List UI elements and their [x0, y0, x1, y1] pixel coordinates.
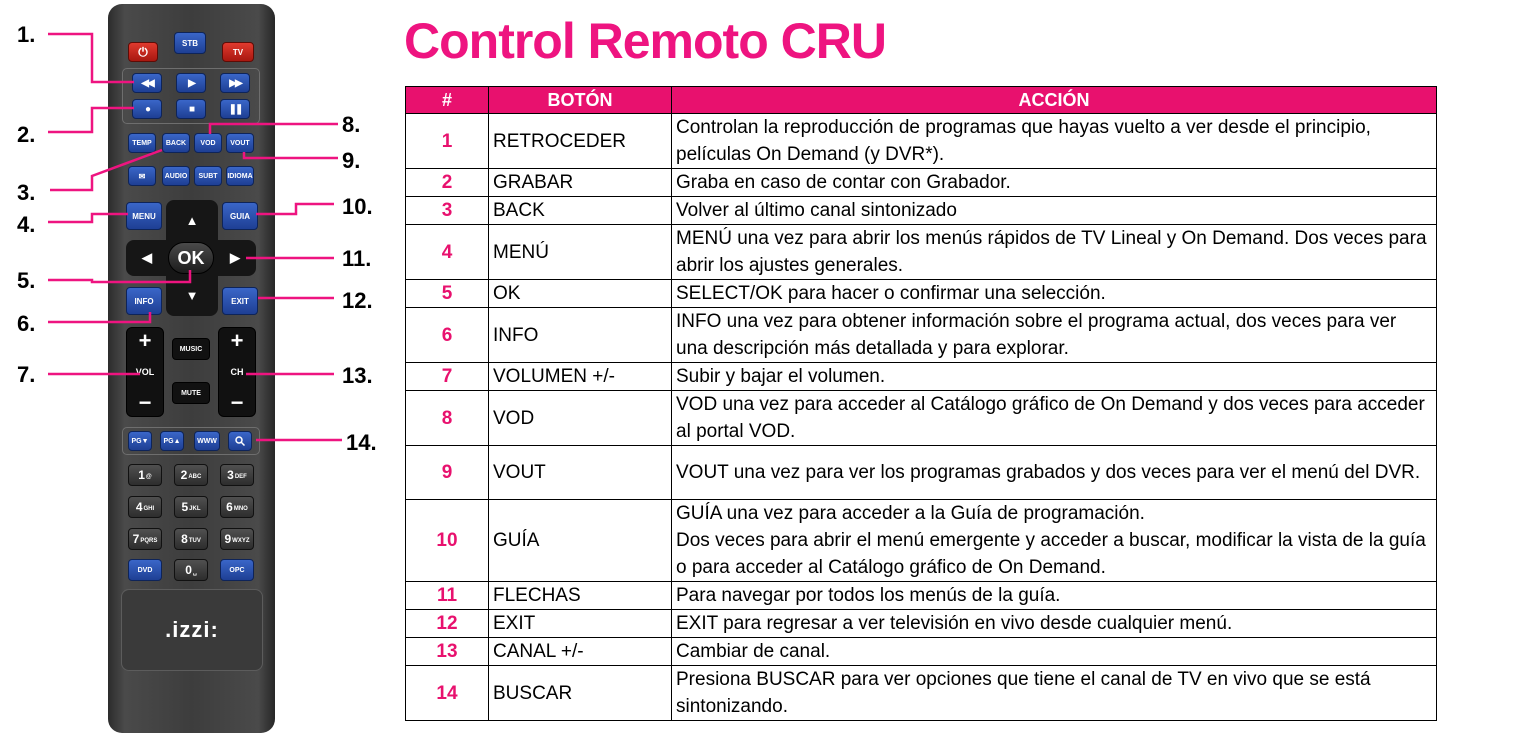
- table-row: [406, 114, 1437, 169]
- callout-1: 1.: [17, 22, 36, 47]
- row-button-name: GRABAR: [489, 169, 672, 197]
- header-boton: BOTÓN: [489, 87, 672, 114]
- row-button-name: VOLUMEN +/-: [489, 363, 672, 391]
- function-table: [405, 86, 1437, 721]
- table-header-row: [406, 87, 1437, 114]
- row-number: 13: [406, 638, 489, 666]
- row-action: EXIT para regresar a ver televisión en vivo desde cualquier menú.: [672, 610, 1437, 638]
- page-title: Control Remoto CRU: [404, 13, 886, 69]
- key-digit: 2: [180, 468, 188, 482]
- leader-1: [48, 34, 134, 82]
- temp-button[interactable]: TEMP: [128, 133, 156, 153]
- row-button-name: VOD: [489, 391, 672, 446]
- key-digit: 4: [135, 500, 143, 514]
- key-digit: 9: [224, 532, 232, 546]
- table-row: [406, 363, 1437, 391]
- fast-forward-button[interactable]: ▶▶: [220, 73, 250, 93]
- idioma-button[interactable]: IDIOMA: [226, 166, 254, 186]
- key-letters: MNO: [233, 506, 248, 512]
- subt-button[interactable]: SUBT: [194, 166, 222, 186]
- callout-14: 14.: [346, 430, 377, 455]
- row-number: 6: [406, 308, 489, 363]
- callout-11: 11.: [342, 246, 372, 271]
- zero-digit: 0: [185, 563, 192, 577]
- vout-button[interactable]: VOUT: [226, 133, 254, 153]
- vol-minus-icon: −: [138, 390, 152, 415]
- key-digit: 6: [226, 500, 233, 514]
- ch-label: CH: [230, 367, 244, 377]
- stb-button[interactable]: STB: [174, 32, 206, 54]
- key-letters: DEF: [234, 474, 247, 480]
- callout-6: 6.: [17, 311, 36, 336]
- key-letters: ABC: [188, 474, 202, 480]
- row-button-name: BACK: [489, 197, 672, 225]
- arrow-left-button[interactable]: ◀: [142, 250, 152, 265]
- row-number: 7: [406, 363, 489, 391]
- pg-down-button[interactable]: PG▼: [128, 431, 152, 451]
- row-action: Presiona BUSCAR para ver opciones que tiene el canal de TV en vivo que se está sintonizando.: [672, 666, 1437, 721]
- row-button-name: OK: [489, 280, 672, 308]
- row-number: 4: [406, 225, 489, 280]
- key-letters: TUV: [188, 538, 201, 544]
- table-body: [406, 114, 1437, 721]
- rewind-button[interactable]: ◀◀: [132, 73, 162, 93]
- dvd-button[interactable]: DVD: [128, 559, 162, 581]
- brand-logo: .izzi:: [165, 617, 219, 642]
- row-button-name: GUÍA: [489, 500, 672, 582]
- header-accion: ACCIÓN: [672, 87, 1437, 114]
- row-action: VOD una vez para acceder al Catálogo gráfico de On Demand y dos veces para acceder al portal VOD.: [672, 391, 1437, 446]
- row-action: VOUT una vez para ver los programas grabados y dos veces para ver el menú del DVR.: [672, 446, 1437, 500]
- opc-button[interactable]: OPC: [220, 559, 254, 581]
- row-action: Graba en caso de contar con Grabador.: [672, 169, 1437, 197]
- row-action: Controlan la reproducción de programas que hayas vuelto a ver desde el principio, películas On Demand (y DVR*).: [672, 114, 1437, 169]
- row-number: 2: [406, 169, 489, 197]
- table-row: [406, 500, 1437, 582]
- key-letters: WXYZ: [232, 538, 250, 544]
- tv-button[interactable]: TV: [222, 42, 254, 62]
- row-number: 1: [406, 114, 489, 169]
- row-button-name: BUSCAR: [489, 666, 672, 721]
- row-number: 11: [406, 582, 489, 610]
- leader-3: [50, 150, 162, 190]
- callout-5: 5.: [17, 268, 36, 293]
- row-action: Cambiar de canal.: [672, 638, 1437, 666]
- row-action: MENÚ una vez para abrir los menús rápidos de TV Lineal y On Demand. Dos veces para abrir los ajustes generales.: [672, 225, 1437, 280]
- callout-4: 4.: [17, 212, 36, 237]
- row-button-name: RETROCEDER: [489, 114, 672, 169]
- key-letters: JKL: [189, 506, 201, 512]
- music-button[interactable]: MUSIC: [172, 338, 210, 360]
- table-row: [406, 610, 1437, 638]
- row-button-name: FLECHAS: [489, 582, 672, 610]
- back-button[interactable]: BACK: [162, 133, 190, 153]
- key-digit: 8: [181, 532, 188, 546]
- leader-5: [48, 270, 190, 282]
- row-action: INFO una vez para obtener información sobre el programa actual, dos veces para ver una descripción más detallada y para explorar.: [672, 308, 1437, 363]
- mute-button[interactable]: MUTE: [172, 382, 210, 404]
- callout-2: 2.: [17, 122, 36, 147]
- table-row: [406, 280, 1437, 308]
- pg-up-button[interactable]: PG▲: [160, 431, 184, 451]
- table-row: [406, 391, 1437, 446]
- table-row: [406, 225, 1437, 280]
- row-number: 8: [406, 391, 489, 446]
- ch-minus-icon: −: [230, 390, 244, 415]
- callout-3: 3.: [17, 180, 36, 205]
- leader-2: [48, 108, 134, 132]
- callout-9: 9.: [342, 148, 361, 173]
- guia-button[interactable]: GUIA: [222, 202, 258, 230]
- vol-plus-icon: +: [138, 328, 152, 353]
- row-number: 12: [406, 610, 489, 638]
- leader-6: [48, 312, 150, 322]
- row-action: Subir y bajar el volumen.: [672, 363, 1437, 391]
- row-action: SELECT/OK para hacer o confirmar una selección.: [672, 280, 1437, 308]
- zero-letters: ␣: [192, 569, 197, 576]
- row-number: 5: [406, 280, 489, 308]
- menu-button[interactable]: MENU: [126, 202, 162, 230]
- play-button[interactable]: ▶: [176, 73, 206, 93]
- key-digit: 5: [181, 500, 189, 514]
- mail-button[interactable]: ✉: [128, 166, 156, 186]
- callout-13: 13.: [342, 363, 373, 388]
- row-number: 3: [406, 197, 489, 225]
- callout-7: 7.: [17, 362, 36, 387]
- leader-10: [256, 204, 334, 214]
- row-button-name: INFO: [489, 308, 672, 363]
- key-letters: @: [145, 474, 152, 480]
- www-button[interactable]: WWW: [194, 431, 220, 451]
- table-row: [406, 169, 1437, 197]
- row-button-name: MENÚ: [489, 225, 672, 280]
- stop-button[interactable]: ■: [176, 99, 206, 119]
- info-button[interactable]: INFO: [126, 287, 162, 315]
- arrow-right-button[interactable]: ▶: [230, 250, 240, 265]
- table-row: [406, 666, 1437, 721]
- callout-8: 8.: [342, 112, 361, 137]
- ok-button[interactable]: OK: [168, 242, 214, 274]
- key-digit: 7: [132, 532, 140, 546]
- row-button-name: EXIT: [489, 610, 672, 638]
- row-button-name: CANAL +/-: [489, 638, 672, 666]
- arrow-down-button[interactable]: ▼: [185, 287, 199, 303]
- table-row: [406, 582, 1437, 610]
- row-button-name: VOUT: [489, 446, 672, 500]
- exit-button[interactable]: EXIT: [222, 287, 258, 315]
- leader-9: [244, 152, 338, 158]
- key-letters: PQRS: [140, 538, 158, 544]
- row-number: 10: [406, 500, 489, 582]
- ch-plus-icon: +: [230, 328, 244, 353]
- key-digit: 1: [138, 468, 145, 482]
- table-row: [406, 446, 1437, 500]
- pause-button[interactable]: ❚❚: [220, 99, 250, 119]
- record-button[interactable]: ●: [132, 99, 162, 119]
- key-letters: GHI: [143, 506, 155, 512]
- leader-4: [48, 214, 128, 222]
- table-row: [406, 638, 1437, 666]
- row-action: Para navegar por todos los menús de la guía.: [672, 582, 1437, 610]
- table-row: [406, 197, 1437, 225]
- leader-8: [210, 124, 338, 134]
- row-number: 9: [406, 446, 489, 500]
- row-action: GUÍA una vez para acceder a la Guía de programación. Dos veces para abrir el menú emergente y acceder a buscar, modificar la vista de la guía o para acceder al Catálogo gráfico de On Demand.: [672, 500, 1437, 582]
- vod-button[interactable]: VOD: [194, 133, 222, 153]
- callout-12: 12.: [342, 288, 373, 313]
- audio-button[interactable]: AUDIO: [162, 166, 190, 186]
- row-action: Volver al último canal sintonizado: [672, 197, 1437, 225]
- table-row: [406, 308, 1437, 363]
- header-num: #: [406, 87, 489, 114]
- key-digit: 3: [227, 468, 234, 482]
- power-button[interactable]: ⏻: [128, 42, 158, 62]
- row-number: 14: [406, 666, 489, 721]
- callout-10: 10.: [342, 194, 373, 219]
- vol-label: VOL: [135, 367, 155, 377]
- arrow-up-button[interactable]: ▲: [185, 212, 199, 228]
